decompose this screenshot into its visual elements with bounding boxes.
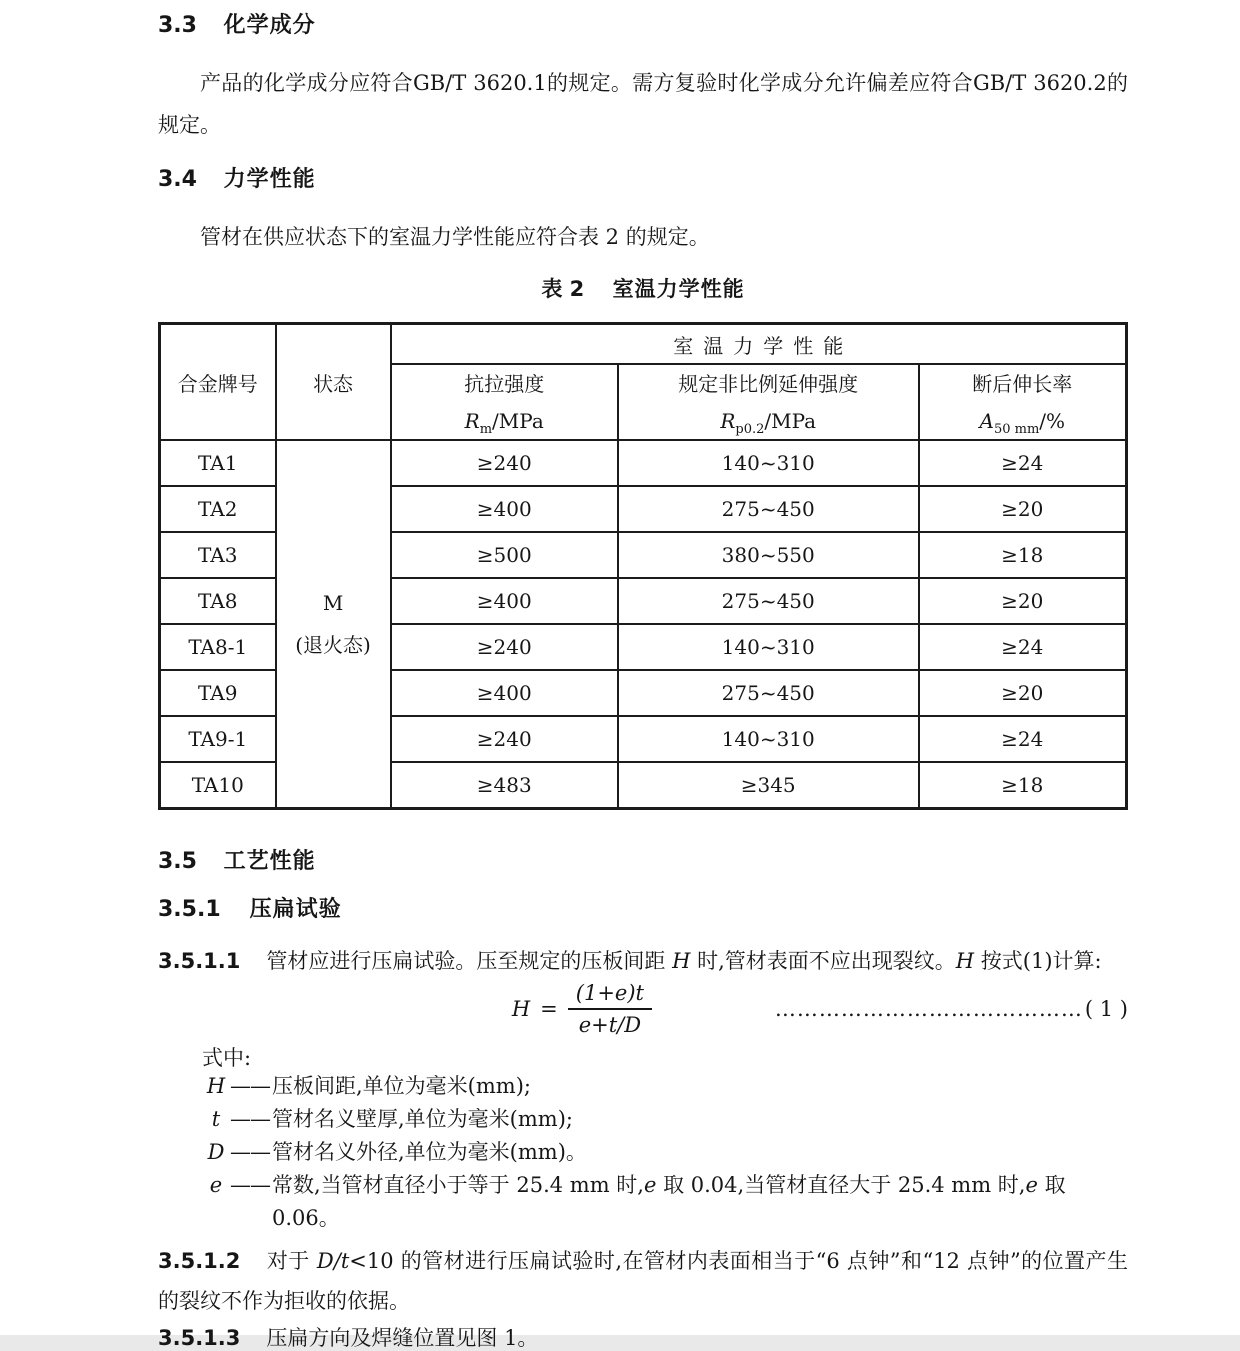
cell-grade: TA9-1 <box>160 716 276 762</box>
symbol-H: H <box>206 1074 226 1098</box>
header-proof-strength <box>618 364 919 440</box>
cell-rp: ≥345 <box>618 762 919 809</box>
cell-grade: TA10 <box>160 762 276 809</box>
state-code: M <box>322 591 344 615</box>
mechanical-properties-table <box>158 322 1128 810</box>
header-tensile-strength-symbol: $R_m$/MPa <box>464 408 544 437</box>
fraction <box>568 981 652 1037</box>
equation-number: ( 1 ) <box>1084 997 1128 1021</box>
section-number: 3.3 <box>158 13 197 38</box>
variable-H: H <box>955 949 975 973</box>
cell-grade: TA3 <box>160 532 276 578</box>
equation-lhs: H <box>511 997 531 1021</box>
cell-rm: ≥240 <box>391 716 618 762</box>
header-elongation <box>919 364 1127 440</box>
section-3-5-heading <box>158 850 1128 874</box>
header-alloy-grade: 合金牌号 <box>160 324 276 441</box>
cell-a: ≥20 <box>919 578 1127 624</box>
symbol-t: t <box>211 1107 221 1131</box>
cell-grade: TA9 <box>160 670 276 716</box>
where-label: 式中: <box>202 1046 252 1070</box>
cell-a: ≥20 <box>919 670 1127 716</box>
cell-grade: TA1 <box>160 440 276 486</box>
header-elongation-symbol: $A_{50 mm}/\%$ <box>979 408 1066 437</box>
state-annealed-label: (退火态) <box>295 633 371 657</box>
definition-dash: —— <box>230 1140 270 1164</box>
paragraph-3-3: 产品的化学成分应符合GB/T 3620.1的规定。需方复验时化学成分允许偏差应符合GB/T 3620.2的规定。 <box>158 71 1128 137</box>
cell-rp: 140~310 <box>618 440 919 486</box>
table-header-row-1 <box>160 324 1127 365</box>
clause-number: 3.5.1.3 <box>158 1326 241 1350</box>
clause-number: 3.5.1.2 <box>158 1249 241 1273</box>
cell-rm: ≥500 <box>391 532 618 578</box>
section-3-3-heading <box>158 14 1128 38</box>
definition-e: e —— 常数,当管材直径小于等于 25.4 mm 时,e 取 0.04,当管材直径大于 25.4 mm 时,e 取 0.06。 <box>202 1169 1128 1235</box>
definition-dash: —— <box>230 1173 270 1197</box>
section-number: 3.5.1 <box>158 897 221 922</box>
table-row <box>160 440 1127 486</box>
cell-rp: 275~450 <box>618 486 919 532</box>
cell-rm: ≥400 <box>391 578 618 624</box>
cell-a: ≥20 <box>919 486 1127 532</box>
cell-rm: ≥483 <box>391 762 618 809</box>
clause-number: 3.5.1.1 <box>158 949 241 973</box>
header-tensile-strength-label: 抗拉强度 <box>464 371 545 396</box>
definition-dash: —— <box>230 1074 270 1098</box>
variable-e: e <box>643 1173 657 1197</box>
variable-e: e <box>1025 1173 1038 1197</box>
cell-grade: TA8 <box>160 578 276 624</box>
cell-a: ≥24 <box>919 624 1127 670</box>
cell-state-merged <box>276 440 391 809</box>
section-3-4-heading <box>158 168 1128 192</box>
header-group-room-temp-properties: 室温力学性能 <box>391 324 1127 365</box>
header-proof-strength-symbol: $R_{p0.2}$/MPa <box>720 408 817 437</box>
table-caption-label: 表 2 <box>541 277 585 301</box>
section-title: 压扁试验 <box>249 897 342 922</box>
header-elongation-label: 断后伸长率 <box>972 371 1073 396</box>
cell-grade: TA2 <box>160 486 276 532</box>
symbol-D: D <box>207 1140 225 1164</box>
section-title: 工艺性能 <box>223 849 316 874</box>
section-title: 化学成分 <box>223 13 316 38</box>
definition-H: H —— 压板间距,单位为毫米(mm); <box>202 1070 1128 1103</box>
cell-rp: 275~450 <box>618 670 919 716</box>
symbol-e: e <box>209 1173 223 1197</box>
paragraph-3-4: 管材在供应状态下的室温力学性能应符合表 2 的规定。 <box>200 225 710 249</box>
cell-rm: ≥400 <box>391 670 618 716</box>
section-3-5-1-heading <box>158 898 1128 922</box>
cell-rp: 275~450 <box>618 578 919 624</box>
cell-a: ≥18 <box>919 532 1127 578</box>
definition-D: D —— 管材名义外径,单位为毫米(mm)。 <box>202 1136 1128 1169</box>
paragraph-3-5-1-1: 3.5.1.1 管材应进行压扁试验。压至规定的压板间距 H 时,管材表面不应出现裂纹。H 按式(1)计算: <box>158 949 1102 973</box>
cell-rp: 140~310 <box>618 624 919 670</box>
header-proof-strength-label: 规定非比例延伸强度 <box>678 371 859 396</box>
table-2-caption <box>158 276 1128 302</box>
variable-D-over-t: D/t <box>316 1249 350 1273</box>
cell-a: ≥24 <box>919 440 1127 486</box>
section-number: 3.5 <box>158 849 197 874</box>
cell-a: ≥24 <box>919 716 1127 762</box>
table-caption-title: 室温力学性能 <box>612 277 745 301</box>
equation-1-expression <box>512 981 652 1037</box>
definition-t: t —— 管材名义壁厚,单位为毫米(mm); <box>202 1103 1128 1136</box>
cell-rm: ≥240 <box>391 624 618 670</box>
paragraph-3-5-1-3: 3.5.1.3 压扁方向及焊缝位置见图 1。 <box>158 1326 539 1350</box>
dot-leader: …………………………………… <box>774 997 1083 1021</box>
cell-rp: 140~310 <box>618 716 919 762</box>
header-state: 状态 <box>276 324 391 441</box>
equals-sign: = <box>540 997 558 1021</box>
cell-rp: 380~550 <box>618 532 919 578</box>
section-number: 3.4 <box>158 167 197 192</box>
cell-rm: ≥400 <box>391 486 618 532</box>
definition-dash: —— <box>230 1107 270 1131</box>
fraction-numerator: (1+e)t <box>568 981 652 1010</box>
variable-H: H <box>672 949 691 973</box>
header-tensile-strength <box>391 364 618 440</box>
section-title: 力学性能 <box>223 167 316 192</box>
cell-rm: ≥240 <box>391 440 618 486</box>
cell-grade: TA8-1 <box>160 624 276 670</box>
paragraph-3-5-1-2: 3.5.1.2 对于 D/t<10 的管材进行压扁试验时,在管材内表面相当于“6 点钟”和“12 点钟”的位置产生的裂纹不作为拒收的依据。 <box>158 1249 1128 1313</box>
cell-a: ≥18 <box>919 762 1127 809</box>
equation-1 <box>158 982 1128 1036</box>
fraction-denominator: e+t/D <box>578 1013 642 1037</box>
